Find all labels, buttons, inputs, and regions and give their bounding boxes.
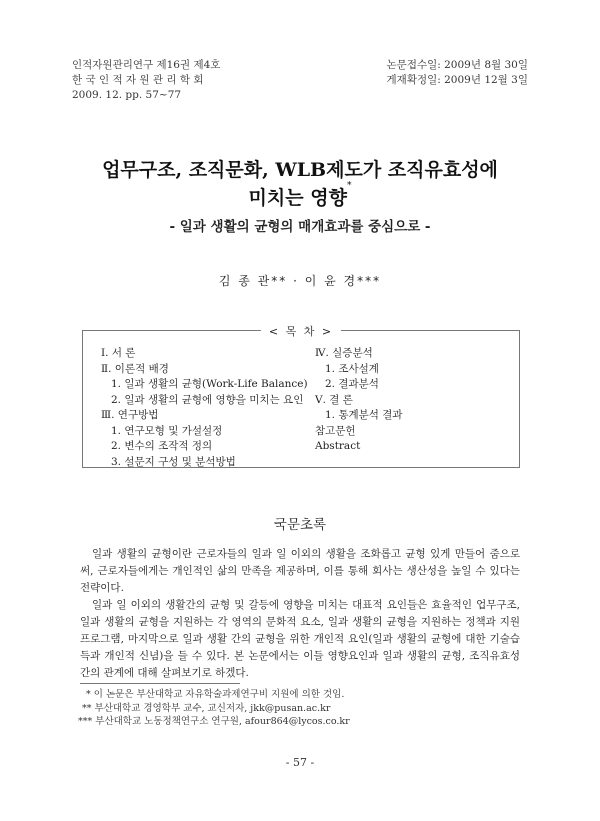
abstract-paragraph: 일과 생활의 균형이란 근로자들의 일과 일 이외의 생활을 조화롭고 균형 있게 만들어 줌으로써, 근로자들에게는 개인적인 삶의 만족을 제공하며, 이를 통해 회사는 생산성을 높일 수 있다는 전략이다.: [80, 548, 520, 594]
journal-name: 인적자원관리연구 제16권 제4호: [72, 59, 221, 71]
footnote-divider: [80, 683, 240, 684]
toc-item: 3. 설문지 구성 및 분석방법: [111, 455, 236, 468]
toc-item: Ⅲ. 연구방법: [101, 409, 159, 421]
abstract-body: [80, 546, 520, 682]
paper-title-line-2-text: 미치는 영향: [248, 187, 347, 209]
toc-item: Ⅳ. 실증분석: [315, 347, 373, 359]
table-of-contents: [82, 325, 520, 468]
received-date: 논문접수일: 2009년 8월 30일: [386, 59, 528, 71]
toc-right-column: [315, 346, 403, 455]
publication-date-pages: 2009. 12. pp. 57~77: [72, 89, 182, 101]
footnote: * 이 논문은 부산대학교 자유학술과제연구비 지원에 의한 것임.: [86, 689, 345, 700]
paper-title-line-2: [0, 183, 600, 210]
toc-item: Abstract: [315, 440, 361, 452]
toc-item: 2. 변수의 조작적 정의: [111, 440, 213, 452]
abstract-heading: 국문초록: [273, 517, 327, 533]
page-number: - 57 -: [285, 756, 315, 769]
toc-item: 2. 결과분석: [325, 378, 379, 390]
society-name: 한 국 인 적 자 원 관 리 학 회: [72, 74, 204, 86]
toc-item: Ⅱ. 이론적 배경: [101, 362, 169, 375]
toc-left-column: [101, 346, 308, 470]
abstract-paragraph: 일과 일 이외의 생활간의 균형 및 갈등에 영향을 미치는 대표적 요인들은 효율적인 업무구조, 일과 생활의 균형을 지원하는 각 영역의 문화적 요소, 일과 생활의 균형을 지원하는 정책과 지원프로그램, 마지막으로 일과 생활 간의 균형을 위한 개인적 요인(일과 생활의 균형에 대한 기술습득과 개인적 신념)을 들 수 있다. 본 논문에서는 이들 영향요인과 일과 생활의 균형, 조직유효성 간의 관계에 대해 살펴보기로 하겠다.: [80, 599, 520, 679]
toc-item: 1. 일과 생활의 균형(Work-Life Balance): [111, 378, 308, 390]
footnote: *** 부산대학교 노동정책연구소 연구원, afour864@lycos.co.kr: [78, 716, 350, 727]
toc-item: 참고문헌: [315, 424, 356, 437]
toc-heading: < 목 차 >: [261, 323, 341, 339]
submission-info: [387, 58, 528, 88]
authors: 김 종 관** · 이 윤 경***: [218, 274, 382, 288]
footnote: ** 부산대학교 경영학부 교수, 교신저자, jkk@pusan.ac.kr: [82, 702, 331, 714]
toc-item: 1. 연구모형 및 가설설정: [111, 424, 223, 437]
toc-item: Ⅴ. 결 론: [315, 393, 353, 406]
accepted-date: 게재확정일: 2009년 12월 3일: [386, 74, 528, 86]
toc-item: 1. 조사설계: [325, 362, 379, 375]
journal-info: [72, 58, 220, 103]
toc-item: 2. 일과 생활의 균형에 영향을 미치는 요인: [111, 393, 304, 406]
paper-subtitle: - 일과 생활의 균형의 매개효과를 중심으로 -: [169, 219, 431, 235]
toc-item: Ⅰ. 서 론: [101, 347, 136, 359]
paper-title-line-1: 업무구조, 조직문화, WLB제도가 조직유효성에: [102, 159, 498, 181]
title-footnote-mark: *: [346, 181, 352, 191]
toc-item: 1. 통계분석 결과: [325, 409, 403, 421]
footnotes: [78, 688, 350, 729]
